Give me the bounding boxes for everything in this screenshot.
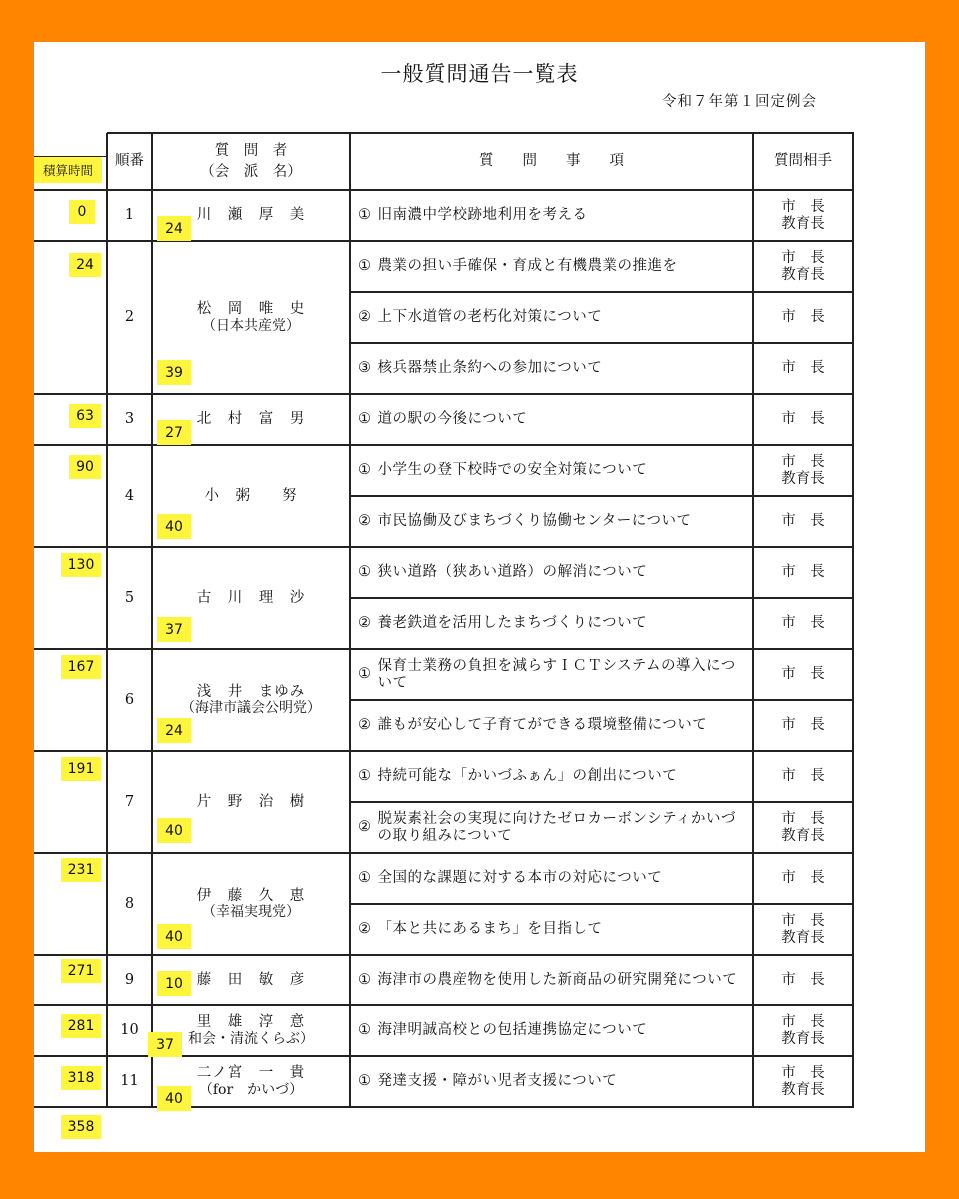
speaking-minutes-badge: 37 (148, 1032, 182, 1057)
cumulative-time-badge: 24 (69, 253, 101, 277)
subject-text: 発達支援・障がい児者支援について (377, 1073, 618, 1090)
cumulative-time-badge: 318 (61, 1066, 101, 1090)
order-number: 5 (124, 589, 135, 606)
order-number: 9 (124, 971, 135, 988)
respondent-cell (753, 700, 853, 751)
respondent-cell (753, 343, 853, 394)
respondent-mayor: 市 長 (781, 360, 825, 377)
questioner-faction: （幸福実現党） (202, 904, 300, 921)
subject-number: ① (358, 1073, 372, 1090)
row-rule (107, 852, 351, 854)
subject-text: 道の駅の今後について (377, 411, 528, 428)
subject-number: ② (358, 921, 372, 938)
subject-text: 旧南濃中学校跡地利用を考える (377, 207, 588, 224)
cumulative-rule (34, 1004, 107, 1006)
subject-cell (350, 1056, 753, 1107)
subject-cell (350, 649, 753, 700)
respondent-mayor: 市 長 (781, 810, 825, 827)
speaking-minutes-badge: 37 (157, 617, 191, 642)
subject-row-rule (350, 1106, 854, 1108)
cumulative-rule (34, 648, 107, 650)
header-subject: 質 問 事 項 (479, 153, 624, 170)
cumulative-time-badge: 191 (61, 757, 101, 781)
subject-text: 保育士業務の負担を減らすＩＣＴシステムの導入について (377, 657, 736, 691)
cumulative-time-badge: 281 (61, 1014, 101, 1038)
order-number: 6 (124, 691, 135, 708)
row-rule (107, 546, 351, 548)
subject-cell (350, 853, 753, 904)
subject-cell (350, 292, 753, 343)
subject-cell (350, 547, 753, 598)
subject-number: ② (358, 717, 372, 734)
respondent-mayor: 市 長 (781, 717, 825, 734)
subject-number: ② (358, 513, 372, 530)
respondent-mayor: 市 長 (781, 971, 825, 988)
cumulative-time-badge: 130 (61, 553, 101, 577)
subject-number: ② (358, 819, 372, 836)
order-number: 1 (124, 207, 135, 224)
questioner-name: 古 川 理 沙 (196, 589, 306, 606)
speaking-minutes-badge: 40 (157, 514, 191, 539)
cumulative-rule (34, 750, 107, 752)
cumulative-time-badge: 0 (69, 200, 95, 224)
speaking-minutes-badge: 39 (157, 360, 191, 385)
cumulative-time-badge: 271 (61, 959, 101, 983)
questioner-faction: （海津市議会公明党） (181, 700, 321, 717)
subject-number: ① (358, 971, 372, 988)
row-rule (107, 1055, 351, 1057)
order-number: 11 (120, 1073, 139, 1090)
header-order: 順番 (115, 153, 144, 170)
questioner-faction: （日本共産党） (202, 317, 300, 334)
questioner-name: 里 雄 淳 意 (196, 1014, 306, 1031)
respondent-cell (753, 853, 853, 904)
subject-number: ① (358, 207, 372, 224)
header-questioner (152, 133, 350, 190)
subject-text: 市民協働及びまちづくり協働センターについて (377, 513, 692, 530)
subject-text: 海津明誠高校との包括連携協定について (377, 1022, 648, 1039)
cumulative-time-badge: 167 (61, 655, 101, 679)
row-rule (107, 1004, 351, 1006)
subject-cell (350, 496, 753, 547)
respondent-cell (753, 190, 853, 241)
row-rule (107, 750, 351, 752)
order-number: 10 (120, 1022, 139, 1039)
subject-number: ① (358, 411, 372, 428)
questioner-name: 二ノ宮 一 貴 (196, 1065, 306, 1082)
subject-text: 脱炭素社会の実現に向けたゼロカーボンシティかいづの取り組みについて (377, 810, 736, 844)
respondent-cell (753, 292, 853, 343)
respondent-cell (753, 394, 853, 445)
respondent-superintendent: 教育長 (781, 929, 825, 946)
subject-text: 持続可能な「かいづふぁん」の創出について (377, 768, 678, 785)
respondent-superintendent: 教育長 (781, 1030, 825, 1047)
respondent-cell (753, 802, 853, 853)
respondent-mayor: 市 長 (781, 309, 825, 326)
respondent-cell (753, 751, 853, 802)
subject-text: 海津市の農産物を使用した新商品の研究開発について (377, 971, 738, 988)
order-number: 8 (124, 895, 135, 912)
subject-cell (350, 955, 753, 1005)
respondent-mayor: 市 長 (781, 912, 825, 929)
document-title: 一般質問通告一覧表 (380, 62, 579, 86)
row-rule (107, 1106, 351, 1108)
column-rule (151, 133, 153, 1107)
questioner-name: 川 瀬 厚 美 (196, 207, 306, 224)
row-rule (107, 393, 351, 395)
subject-text: 小学生の登下校時での安全対策について (377, 462, 648, 479)
cumulative-time-badge: 231 (61, 858, 101, 882)
column-rule (349, 133, 351, 1107)
subject-number: ① (358, 870, 372, 887)
header-questioner-label: 質 問 者 (214, 142, 288, 159)
subject-cell (350, 394, 753, 445)
cumulative-time-header: 積算時間 (34, 157, 102, 183)
subject-number: ① (358, 462, 372, 479)
respondent-cell (753, 649, 853, 700)
subject-cell (350, 802, 753, 853)
column-rule (852, 133, 854, 1107)
cumulative-time-badge: 358 (61, 1115, 101, 1139)
cumulative-rule (34, 156, 107, 157)
respondent-mayor: 市 長 (781, 453, 825, 470)
subject-number: ① (358, 564, 372, 581)
respondent-mayor: 市 長 (781, 1064, 825, 1081)
respondent-cell (753, 1056, 853, 1107)
subject-cell (350, 904, 753, 955)
respondent-superintendent: 教育長 (781, 1081, 825, 1098)
order-number: 3 (124, 411, 135, 428)
order-number: 4 (124, 487, 135, 504)
questioner-name: 北 村 富 男 (196, 411, 306, 428)
questioner-name: 片 野 治 樹 (196, 793, 306, 810)
respondent-superintendent: 教育長 (781, 266, 825, 283)
cumulative-time-badge: 63 (69, 404, 101, 428)
cumulative-rule (34, 1055, 107, 1057)
respondent-mayor: 市 長 (781, 870, 825, 887)
respondent-mayor: 市 長 (781, 198, 825, 215)
subject-number: ① (358, 258, 372, 275)
questioner-name: 小 粥 努 (204, 487, 298, 504)
respondent-cell (753, 445, 853, 496)
respondent-cell (753, 598, 853, 649)
respondent-mayor: 市 長 (781, 564, 825, 581)
subject-cell (350, 1005, 753, 1056)
questioner-name: 伊 藤 久 恵 (196, 887, 306, 904)
subject-number: ① (358, 768, 372, 785)
questioner-faction: 和会・清流くらぶ） (188, 1030, 314, 1047)
subject-text: 誰もが安心して子育てができる環境整備について (377, 717, 708, 734)
speaking-minutes-badge: 40 (157, 1086, 191, 1111)
speaking-minutes-badge: 24 (157, 216, 191, 241)
subject-number: ① (358, 1022, 372, 1039)
subject-text: 「本と共にあるまち」を目指して (377, 921, 603, 938)
cumulative-rule (34, 240, 107, 242)
cumulative-time-badge: 90 (69, 455, 101, 479)
respondent-mayor: 市 長 (781, 666, 825, 683)
questioner-faction: （for かいづ） (198, 1081, 304, 1098)
subject-number: ① (358, 666, 372, 683)
cumulative-rule (34, 1106, 107, 1108)
speaking-minutes-badge: 10 (157, 971, 191, 996)
subject-cell (350, 598, 753, 649)
column-rule (106, 133, 108, 1107)
respondent-cell (753, 955, 853, 1005)
questioner-name: 浅 井 まゆみ (196, 683, 306, 700)
row-rule (107, 240, 351, 242)
respondent-mayor: 市 長 (781, 615, 825, 632)
cumulative-rule (34, 444, 107, 446)
subject-number: ② (358, 309, 372, 326)
cumulative-rule (34, 393, 107, 395)
speaking-minutes-badge: 24 (157, 718, 191, 743)
subject-cell (350, 700, 753, 751)
subject-number: ③ (358, 360, 372, 377)
order-number: 2 (124, 309, 135, 326)
respondent-cell (753, 241, 853, 292)
respondent-mayor: 市 長 (781, 249, 825, 266)
respondent-superintendent: 教育長 (781, 215, 825, 232)
subject-number: ② (358, 615, 372, 632)
subject-text: 養老鉄道を活用したまちづくりについて (377, 615, 648, 632)
header-bottom-rule (107, 189, 854, 191)
respondent-mayor: 市 長 (781, 1013, 825, 1030)
row-rule (107, 648, 351, 650)
cumulative-rule (34, 852, 107, 854)
order-number: 7 (124, 793, 135, 810)
subject-cell (350, 751, 753, 802)
respondent-cell (753, 904, 853, 955)
respondent-cell (753, 547, 853, 598)
row-rule (107, 954, 351, 956)
cumulative-rule (34, 189, 107, 191)
subject-text: 上下水道管の老朽化対策について (377, 309, 603, 326)
respondent-cell (753, 496, 853, 547)
table-top-rule (107, 132, 854, 134)
session-label: 令和７年第１回定例会 (662, 94, 817, 110)
subject-text: 全国的な課題に対する本市の対応について (377, 870, 663, 887)
header-faction-label: （会 派 名） (200, 163, 302, 180)
cumulative-rule (34, 546, 107, 548)
subject-text: 狭い道路（狭あい道路）の解消について (377, 564, 648, 581)
subject-cell (350, 445, 753, 496)
column-rule (752, 133, 754, 1107)
subject-cell (350, 190, 753, 241)
respondent-mayor: 市 長 (781, 411, 825, 428)
subject-text: 農業の担い手確保・育成と有機農業の推進を (377, 258, 678, 275)
respondent-superintendent: 教育長 (781, 827, 825, 844)
header-respondent: 質問相手 (774, 153, 832, 170)
subject-cell (350, 343, 753, 394)
speaking-minutes-badge: 40 (157, 924, 191, 949)
questioner-name: 藤 田 敏 彦 (196, 971, 306, 988)
row-rule (107, 444, 351, 446)
cumulative-rule (34, 954, 107, 956)
questioner-name: 松 岡 唯 史 (196, 301, 306, 318)
respondent-mayor: 市 長 (781, 513, 825, 530)
speaking-minutes-badge: 27 (157, 420, 191, 445)
respondent-superintendent: 教育長 (781, 470, 825, 487)
speaking-minutes-badge: 40 (157, 818, 191, 843)
subject-text: 核兵器禁止条約への参加について (377, 360, 603, 377)
respondent-mayor: 市 長 (781, 768, 825, 785)
respondent-cell (753, 1005, 853, 1056)
subject-cell (350, 241, 753, 292)
